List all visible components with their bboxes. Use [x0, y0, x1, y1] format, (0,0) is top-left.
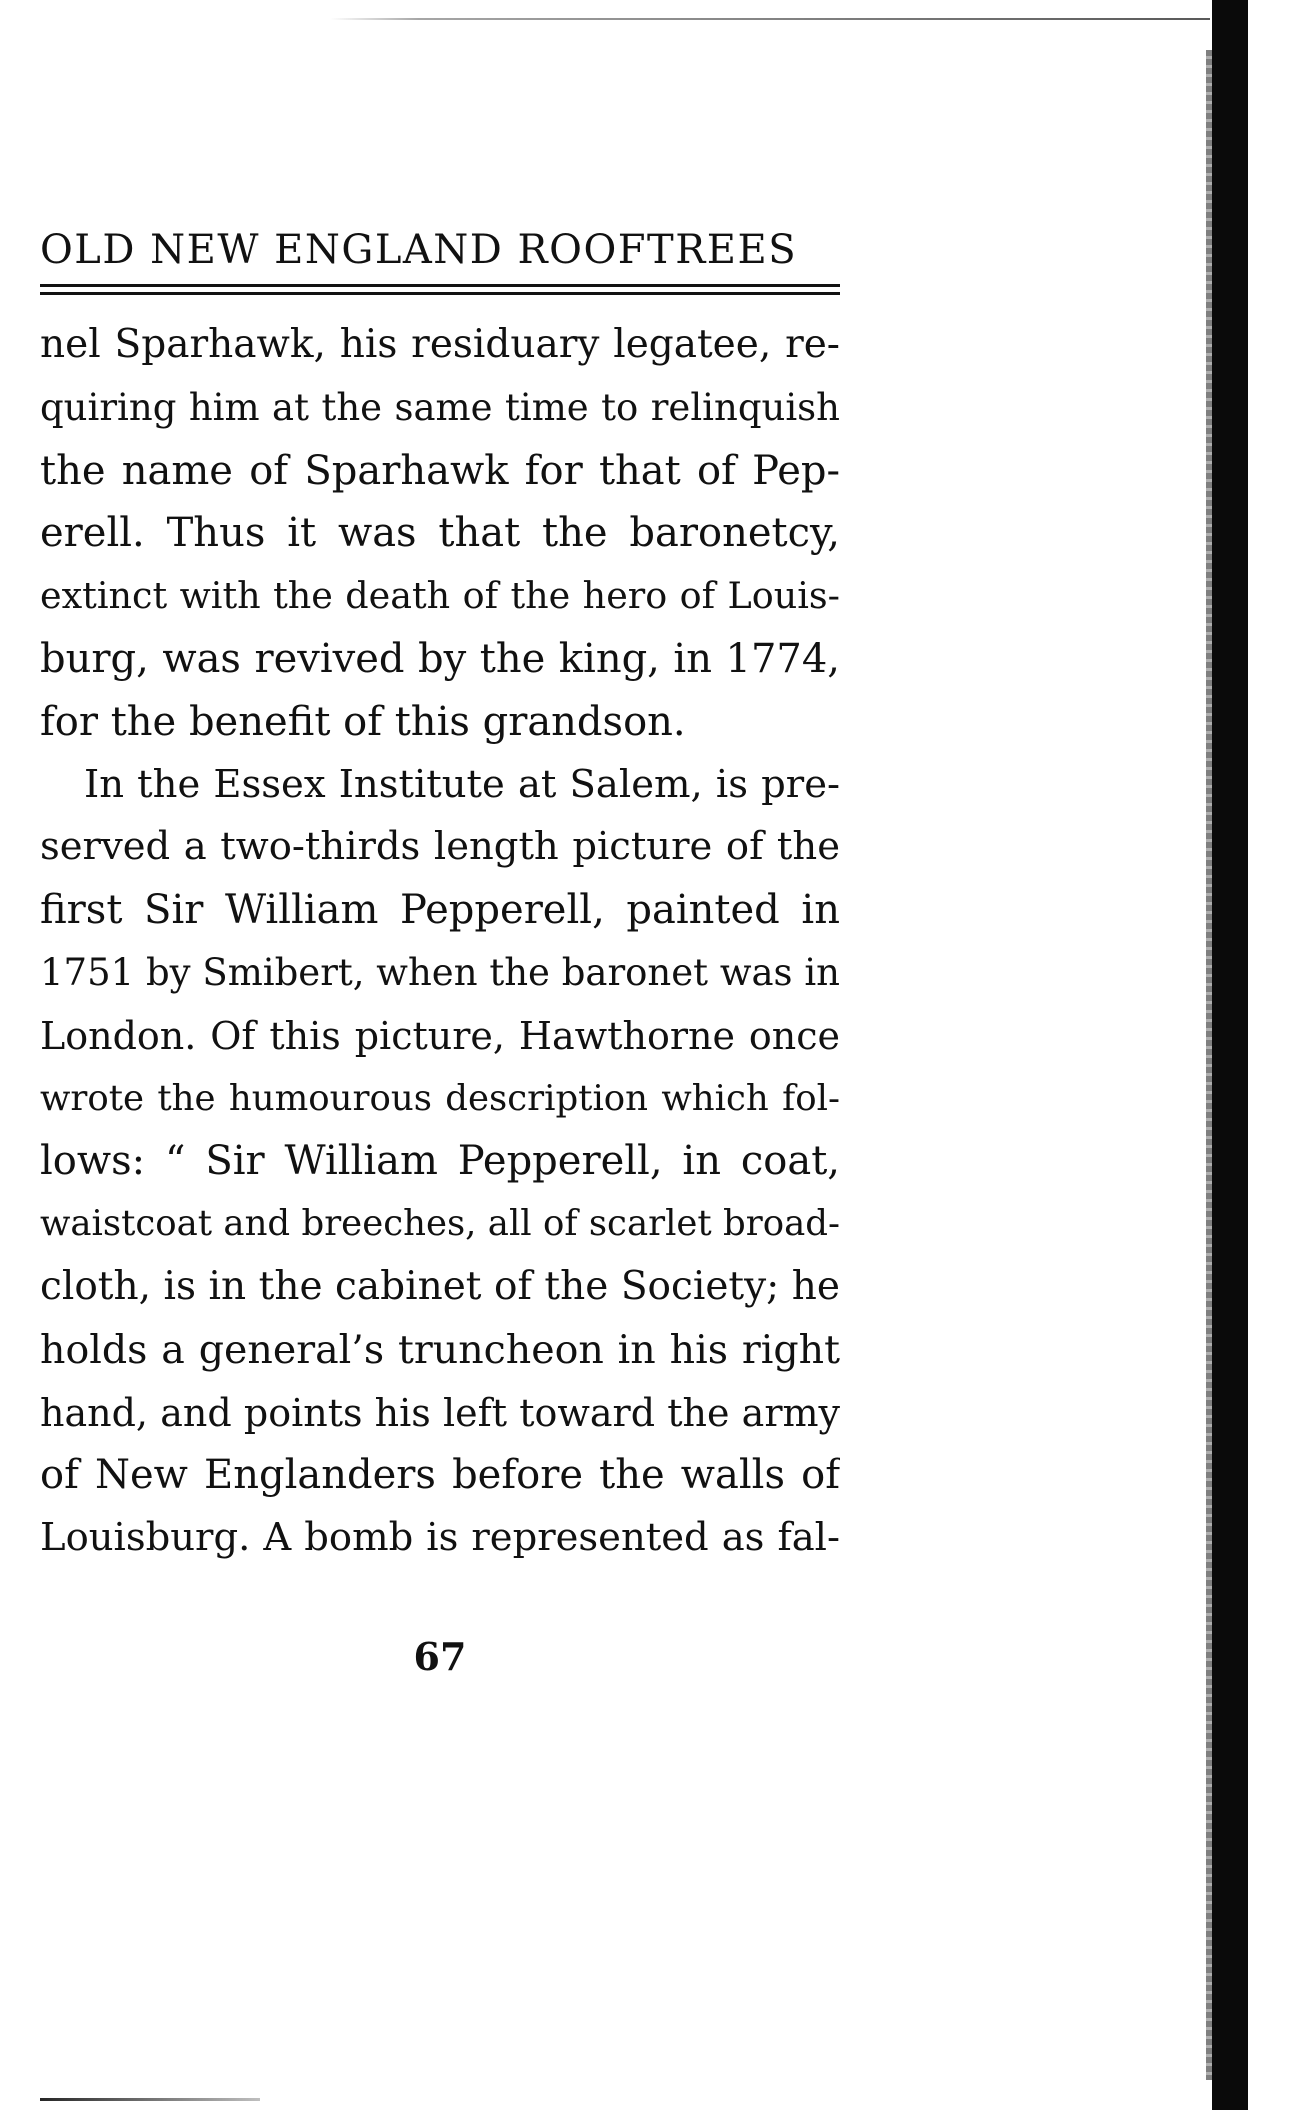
text-line: cloth, is in the cabinet of the Society; he — [40, 1263, 840, 1309]
text-line: In the Essex Institute at Salem, is pre- — [84, 761, 840, 807]
scan-smudge — [40, 2098, 260, 2101]
page-number: 67 — [413, 1634, 467, 1679]
text-line: erell. Thus it was that the baronetcy, — [40, 510, 840, 557]
text-line: hand, and points his left toward the army — [40, 1390, 840, 1435]
text-line: waistcoat and breeches, all of scarlet broad- — [40, 1203, 840, 1245]
running-head: OLD NEW ENGLAND ROOFTREES — [40, 227, 798, 273]
page-binding-edge — [1212, 0, 1248, 2110]
text-line: holds a general’s truncheon in his right — [40, 1326, 840, 1373]
scan-edge-line — [330, 18, 1210, 20]
text-line: for the benefit of this grandson. — [40, 698, 686, 745]
text-line: lows: “ Sir William Pepperell, in coat, — [40, 1138, 840, 1185]
text-line: nel Sparhawk, his residuary legatee, re- — [40, 322, 840, 367]
text-line: the name of Sparhawk for that of Pep- — [40, 447, 840, 494]
head-rule — [40, 284, 840, 287]
body-text — [40, 314, 840, 1570]
text-line: London. Of this picture, Hawthorne once — [40, 1013, 840, 1058]
text-line: Louisburg. A bomb is represented as fal- — [40, 1515, 840, 1561]
text-line: burg, was revived by the king, in 1774, — [40, 635, 840, 682]
text-line: 1751 by Smibert, when the baronet was in — [40, 950, 840, 994]
text-line: quiring him at the same time to relinquish — [40, 385, 840, 429]
text-line: served a two-thirds length picture of the — [40, 824, 840, 870]
page-margin-right — [1248, 0, 1296, 2110]
text-line: first Sir William Pepperell, painted in — [40, 887, 840, 934]
text-line: wrote the humourous description which fol- — [40, 1077, 840, 1119]
head-rule — [40, 292, 840, 295]
text-line: of New Englanders before the walls of — [40, 1452, 840, 1499]
text-line: extinct with the death of the hero of Louis- — [40, 574, 840, 618]
